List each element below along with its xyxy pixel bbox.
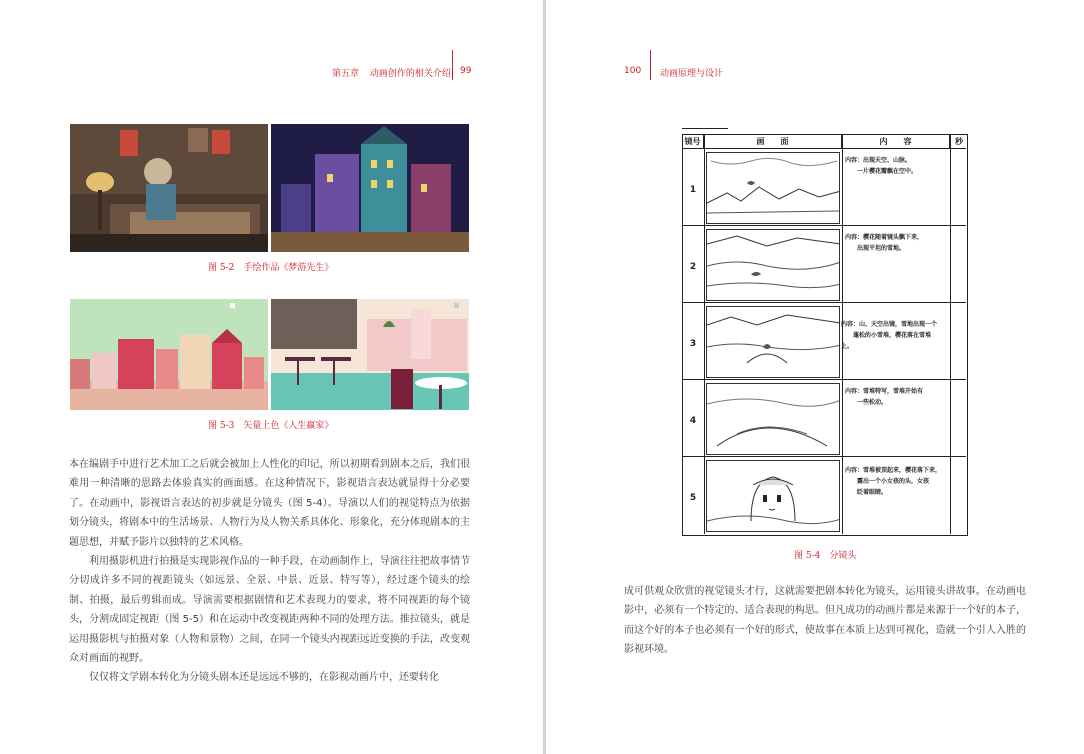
shot-number: 1 bbox=[689, 185, 697, 195]
storyboard-sketch-snowfield bbox=[706, 229, 840, 301]
illustration-night-town bbox=[271, 124, 469, 252]
figure-caption-5-4: 图 5-4 分镜头 bbox=[794, 551, 857, 561]
storyboard-sketch-mountains bbox=[706, 152, 840, 224]
paragraph: 仅仅将文学剧本转化为分镜头剧本还是远远不够的，在影视动画片中，还要转化 bbox=[89, 672, 439, 684]
paragraph: 成可供观众欣赏的视觉镜头才行，这就需要把剧本转化为镜头，运用镜头讲故事。在动画电影中，必须有一个特定的、适合表现的构思。但凡成功的动画片都是来源于一个好的本子，而这个好的本子也必须有一个好的形式，使故事在本质上达到可视化，造就一个引人入胜的影视环境。 bbox=[624, 586, 1026, 656]
storyboard-top-rule bbox=[682, 128, 728, 129]
header-chapter: 第五章 bbox=[332, 69, 360, 79]
storyboard-row bbox=[682, 225, 966, 303]
figure-caption-5-3: 图 5-3 矢量上色《人生赢家》 bbox=[208, 421, 334, 431]
right-page-number: 100 bbox=[624, 66, 642, 76]
left-header bbox=[332, 66, 451, 79]
shot-number: 5 bbox=[689, 493, 697, 503]
illustration-vector-interior bbox=[271, 299, 469, 410]
shot-content: 内容：山、天空出镜，雪地出现一个 蓬松的小雪堆，樱花落在雪堆上。 bbox=[841, 321, 938, 350]
storyboard-row bbox=[682, 456, 966, 535]
shot-number: 3 bbox=[689, 339, 697, 349]
shot-content: 内容：出现天空、山脉。 一片樱花瓣飘在空中。 bbox=[845, 157, 918, 175]
storyboard-row bbox=[682, 302, 966, 380]
storyboard-sketch-mound-closeup bbox=[706, 383, 840, 455]
body-text-left bbox=[69, 455, 470, 688]
storyboard-sketch-snow-mound bbox=[706, 306, 840, 378]
shot-number: 4 bbox=[689, 416, 697, 426]
left-page-number: 99 bbox=[460, 66, 472, 76]
shot-content: 内容：雪堆特写，雪堆开始有 一些松动。 bbox=[845, 388, 924, 406]
illustration-vector-city bbox=[70, 299, 268, 410]
right-header-title: 动画原理与设计 bbox=[660, 69, 724, 79]
body-text-right bbox=[624, 582, 1026, 660]
header-frame: 画 面 bbox=[704, 134, 842, 148]
paragraph: 本在编剧手中进行艺术加工之后就会被加上人性化的印记，所以初期看到剧本之后，我们很难用一种清晰的思路去体验真实的画面感。在这种情况下，影视语言表达就显得十分必要了。在动画中，影视语言表达的初步就是分镜头（图 5-4）。导演以人们的视觉特点为依据划分镜头，将剧本中的生活场景、人物行为及人物关系具体化、形象化，充分体现剧本的主题思想，并赋予影片以独特的艺术风格。 bbox=[69, 459, 470, 548]
illustration-bedroom bbox=[70, 124, 268, 252]
shot-content: 内容：樱花随着镜头飘下来， 出现平坦的雪地。 bbox=[845, 234, 924, 252]
shot-content: 内容：雪堆被顶起来，樱花落下来， 露出一个小女孩的头，女孩 眨着眼睛。 bbox=[845, 467, 942, 496]
storyboard-row bbox=[682, 148, 966, 226]
storyboard-row bbox=[682, 379, 966, 457]
storyboard-table bbox=[682, 134, 968, 536]
figure-caption-5-2: 图 5-2 手绘作品《梦游先生》 bbox=[208, 263, 334, 273]
storyboard-sketch-girl bbox=[706, 460, 840, 532]
header-content: 内 容 bbox=[842, 134, 950, 148]
paragraph: 利用摄影机进行拍摄是实现影视作品的一种手段，在动画制作上，导演往往把故事情节分切成许多不同的视距镜头（如远景、全景、中景、近景、特写等），经过逐个镜头的绘制、拍摄，最后剪辑而成。导演需要根据剧情和艺术表现力的要求，将不同视距的每个镜头，分割成固定视距（图 5-5）和在运动中改变视距两种不同的处理方法。推拉镜头，就是运用摄影机与拍摄对象（人物和景物）之间，在同一个镜头内视距远近变换的手法，改变观众对画面的视野。 bbox=[69, 556, 470, 665]
header-divider bbox=[650, 50, 651, 80]
header-shot-number: 镜号 bbox=[682, 134, 704, 148]
header-seconds: 秒 bbox=[955, 136, 963, 146]
shot-number: 2 bbox=[689, 262, 697, 272]
header-divider bbox=[452, 50, 453, 80]
header-title: 动画创作的相关介绍 bbox=[369, 69, 451, 79]
right-page bbox=[546, 0, 1084, 754]
